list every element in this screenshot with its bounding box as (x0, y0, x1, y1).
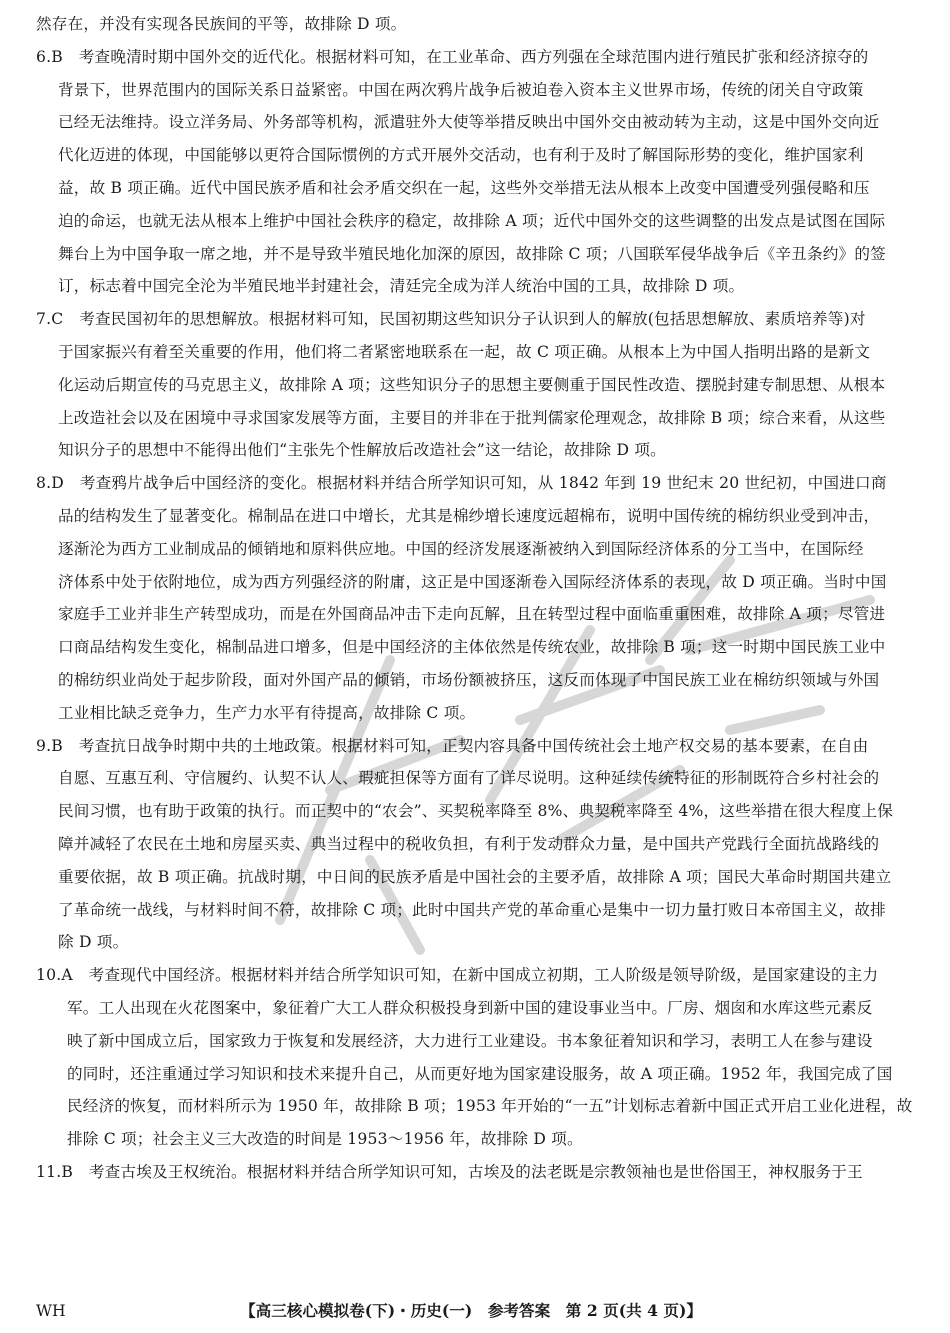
text-line: 济体系中处于依附地位，成为西方列强经济的附庸，这正是中国逐渐卷入国际经济体系的表现，故 D 项正确。当时中国 (58, 572, 887, 591)
answer-text (36, 8, 916, 1189)
text-line: 口商品结构发生变化，棉制品进口增多，但是中国经济的主体依然是传统农业，故排除 B 项；这一时期中国民族工业中 (58, 638, 886, 657)
text-line: 于国家振兴有着至关重要的作用，他们将二者紧密地联系在一起，故 C 项正确。从根本上为中国人指明出路的是新文 (58, 342, 871, 361)
text-line: 逐渐沦为西方工业制成品的倾销地和原料供应地。中国的经济发展逐渐被纳入到国际经济体系的分工当中，在国际经 (58, 539, 864, 558)
text-line: 背景下，世界范围内的国际关系日益紧密。中国在两次鸦片战争后被迫卷入资本主义世界市场，传统的闭关自守政策 (58, 80, 864, 99)
text-line: 映了新中国成立后，国家致力于恢复和发展经济，大力进行工业建设。书本象征着知识和学习，表明工人在参与建设 (67, 1031, 873, 1050)
text-line: 代化迈进的体现，中国能够以更符合国际惯例的方式开展外交活动，也有利于及时了解国际形势的变化，维护国家利 (58, 146, 864, 165)
text-line: 的棉纺织业尚处于起步阶段，面对外国产品的倾销，市场份额被挤压，这反而体现了中国民族工业在棉纺织领域与外国 (58, 670, 880, 689)
answer-9-line: 9.B 考查抗日战争时期中共的土地政策。根据材料可知，正契内容具备中国传统社会土地产权交易的基本要素，在自由 (36, 736, 869, 755)
text-line: 已经无法维持。设立洋务局、外务部等机构，派遣驻外大使等举措反映出中国外交由被动转为主动，这是中国外交向近 (58, 113, 880, 132)
text-line: 然存在，并没有实现各民族间的平等，故排除 D 项。 (36, 15, 407, 33)
answer-7-line: 7.C 考查民国初年的思想解放。根据材料可知，民国初期这些知识分子认识到人的解放(包括思想解放、素质培养等)对 (36, 310, 866, 329)
answer-8-line: 8.D 考查鸦片战争后中国经济的变化。根据材料并结合所学知识可知，从 1842 年到 19 世纪末 20 世纪初，中国进口商 (36, 474, 887, 493)
text-line: 迫的命运，也就无法从根本上维护中国社会秩序的稳定，故排除 A 项；近代中国外交的这些调整的出发点是试图在国际 (58, 211, 886, 230)
text-line: 了革命统一战线，与材料时间不符，故排除 C 项；此时中国共产党的革命重心是集中一切力量打败日本帝国主义，故排 (58, 900, 886, 919)
text-line: 舞台上为中国争取一席之地，并不是导致半殖民地化加深的原因，故排除 C 项；八国联军侵华战争后《辛丑条约》的签 (58, 244, 886, 263)
text-line: 重要依据，故 B 项正确。抗战时期，中日间的民族矛盾是中国社会的主要矛盾，故排除 A 项；国民大革命时期国共建立 (58, 867, 892, 886)
text-line: 家庭手工业并非生产转型成功，而是在外国商品冲击下走向瓦解，且在转型过程中面临重重困难，故排除 A 项；尽管进 (58, 605, 886, 624)
footer-code: WH (36, 1302, 66, 1320)
text-line: 知识分子的思想中不能得出他们“主张先个性解放后改造社会”这一结论，故排除 D 项。 (58, 441, 666, 460)
answer-10-line: 10.A 考查现代中国经济。根据材料并结合所学知识可知，在新中国成立初期，工人阶级是领导阶级，是国家建设的主力 (36, 966, 879, 985)
text-line: 排除 C 项；社会主义三大改造的时间是 1953～1956 年，故排除 D 项。 (67, 1130, 583, 1149)
page-footer (36, 1296, 916, 1326)
text-line: 上改造社会以及在困境中寻求国家发展等方面，主要目的并非在于批判儒家伦理观念，故排除 B 项；综合来看，从这些 (58, 408, 886, 427)
text-line: 益，故 B 项正确。近代中国民族矛盾和社会矛盾交织在一起，这些外交举措无法从根本上改变中国遭受列强侵略和压 (58, 178, 870, 197)
text-line: 工业相比缺乏竞争力，生产力水平有待提高，故排除 C 项。 (58, 703, 476, 722)
text-line: 自愿、互惠互利、守信履约、认契不认人、瑕疵担保等方面有了详尽说明。这种延续传统特征的形制既符合乡村社会的 (58, 769, 880, 788)
answer-6-line: 6.B 考查晚清时期中国外交的近代化。根据材料可知，在工业革命、西方列强在全球范围内进行殖民扩张和经济掠夺的 (36, 47, 869, 66)
text-line: 化运动后期宣传的马克思主义，故排除 A 项；这些知识分子的思想主要侧重于国民性改造、摆脱封建专制思想、从根本 (58, 375, 886, 394)
text-line: 民经济的恢复，而材料所示为 1950 年，故排除 B 项；1953 年开始的“一五”计划标志着新中国正式开启工业化进程，故 (67, 1097, 913, 1116)
footer-title: 【高三核心模拟卷(下)・历史(一) 参考答案 第 2 页(共 4 页)】 (240, 1301, 702, 1320)
text-line: 民间习惯，也有助于政策的执行。而正契中的“农会”、买契税率降至 8%、典契税率降至 4%，这些举措在很大程度上保 (58, 802, 894, 821)
text-line: 的同时，还注重通过学习知识和技术来提升自己，从而更好地为国家建设服务，故 A 项正确。1952 年，我国完成了国 (67, 1064, 893, 1083)
text-line: 除 D 项。 (58, 933, 129, 952)
text-line: 军。工人出现在火花图案中，象征着广大工人群众积极投身到新中国的建设事业当中。厂房、烟囱和水库这些元素反 (67, 998, 873, 1017)
text-line: 障并减轻了农民在土地和房屋买卖、典当过程中的税收负担，有利于发动群众力量，是中国共产党践行全面抗战路线的 (58, 834, 880, 853)
text-line: 订，标志着中国完全沦为半殖民地半封建社会，清廷完全成为洋人统治中国的工具，故排除 D 项。 (58, 277, 745, 296)
answer-11-line: 11.B 考查古埃及王权统治。根据材料并结合所学知识可知，古埃及的法老既是宗教领袖也是世俗国王，神权服务于王 (36, 1162, 863, 1181)
text-line: 品的结构发生了显著变化。棉制品在进口中增长，尤其是棉纱增长速度远超棉布，说明中国传统的棉纺织业受到冲击， (58, 506, 880, 525)
